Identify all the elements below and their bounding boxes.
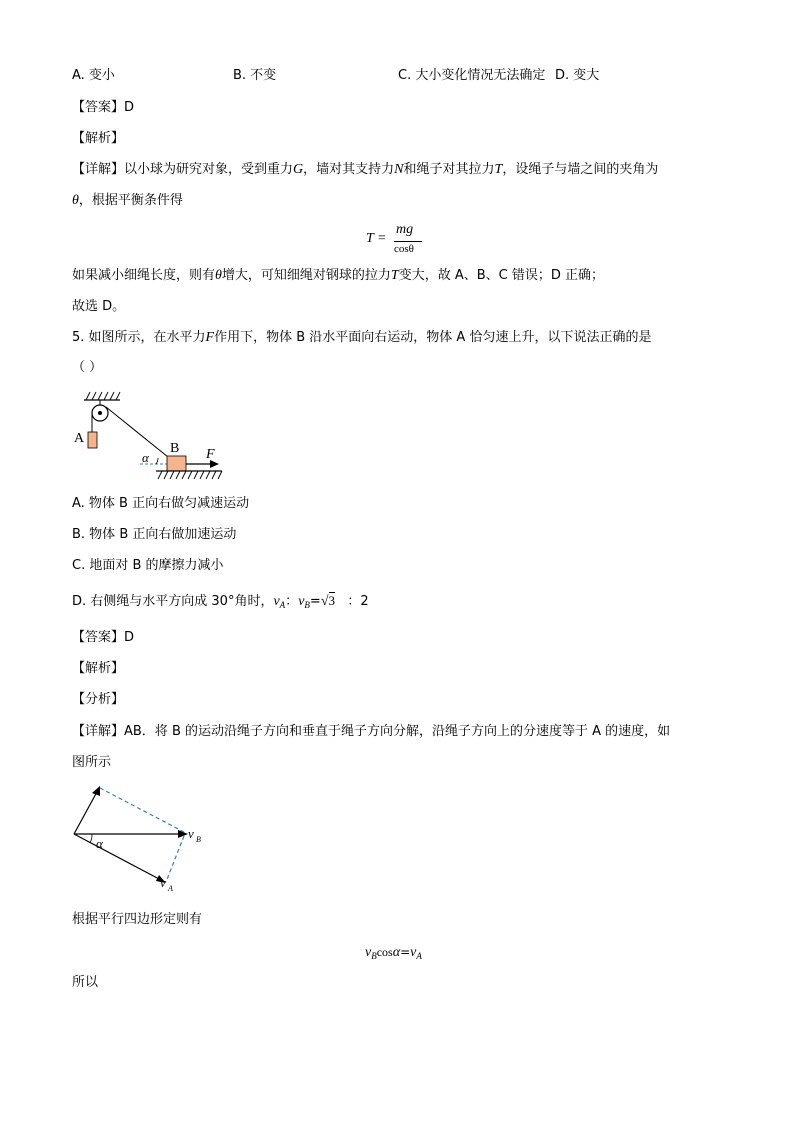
q5-option-d: D. 右侧绳与水平方向成 30°角时，$v_A$：$v_B=√3$ ：2: [72, 593, 369, 610]
q5-answer: 【答案】D: [72, 630, 135, 645]
parallelogram-rule: 根据平行四边形定则有: [72, 912, 203, 927]
label-alpha: α: [142, 450, 149, 465]
label-vb: v: [188, 826, 194, 841]
option-c: C. 大小变化情况无法确定: [398, 68, 546, 83]
q4-detail-line3: 如果减小细绳长度，则有θ增大，可知细绳对钢球的拉力T变大，故 A、B、C 错误；D 正确；: [72, 268, 605, 283]
svg-text:B: B: [196, 835, 201, 844]
q5-detail-line2: 图所示: [72, 755, 112, 770]
vector-alpha: α: [96, 836, 103, 851]
q4-answer: 【答案】D: [72, 100, 135, 115]
q5-paren: （ ）: [72, 360, 103, 375]
q5-option-b: B. 物体 B 正向右做加速运动: [72, 527, 237, 542]
q5-stem: 5. 如图所示，在水平力F作用下，物体 B 沿水平面向右运动，物体 A 恰匀速上升，以下说法正确的是: [72, 330, 652, 345]
q5-option-c: C. 地面对 B 的摩擦力减小: [72, 558, 224, 573]
q4-detail-line1: 【详解】以小球为研究对象，受到重力G，墙对其支持力N和绳子对其拉力T，设绳子与墙之间的夹角为: [72, 162, 659, 177]
label-va: v: [160, 875, 166, 890]
q4-detail-line4: 故选 D。: [72, 299, 126, 314]
vector-figure: [66, 782, 216, 897]
q5-analysis-label: 【解析】: [72, 661, 125, 676]
label-f: F: [206, 447, 215, 462]
option-a: A. 变小: [72, 68, 115, 83]
label-a: A: [74, 431, 85, 446]
q5-fenxi-label: 【分析】: [72, 692, 125, 707]
q4-analysis-label: 【解析】: [72, 131, 125, 146]
q5-detail-line1: 【详解】AB．将 B 的运动沿绳子方向和垂直于绳子方向分解，沿绳子方向上的分速度等于 A 的速度，如: [72, 724, 671, 739]
formula-tension: T = mg cosθ: [366, 222, 426, 262]
q5-option-a: A. 物体 B 正向右做匀减速运动: [72, 496, 250, 511]
option-d: D. 变大: [555, 68, 600, 83]
label-b: B: [170, 441, 180, 456]
q4-detail-line2: θ，根据平衡条件得: [72, 193, 183, 208]
suoyi: 所以: [72, 975, 99, 990]
block-a: [88, 432, 97, 448]
block-b: [167, 456, 186, 471]
equation-vb-cos: $v_B\cos\alpha=v_A$: [365, 945, 422, 961]
option-b: B. 不变: [233, 68, 277, 83]
pulley-figure: [70, 388, 230, 480]
svg-text:A: A: [168, 884, 173, 893]
